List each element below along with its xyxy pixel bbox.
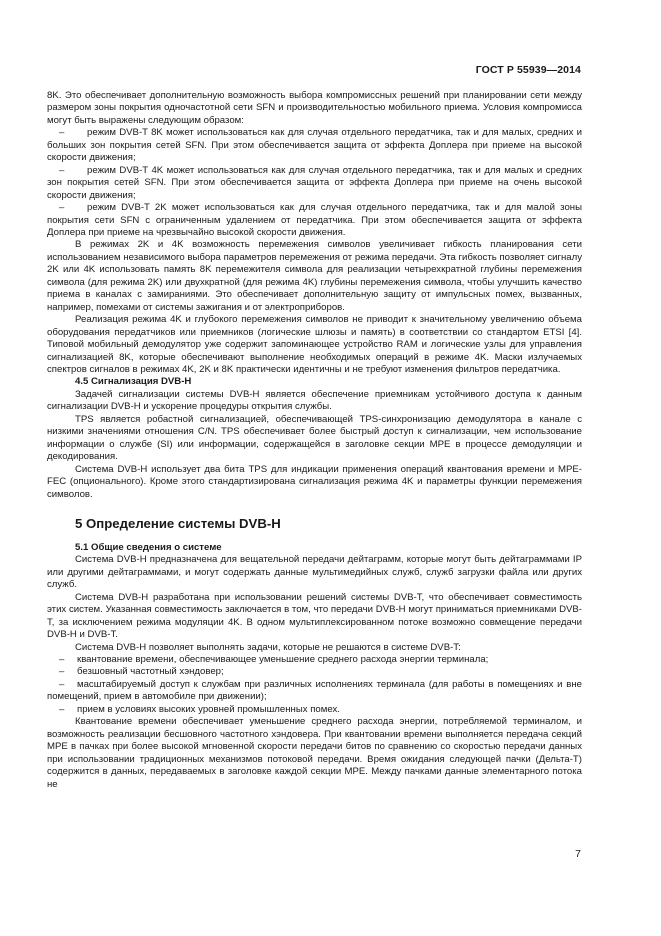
paragraph: Система DVB-H позволяет выполнять задачи, которые не решаются в системе DVB-T: (75, 641, 461, 653)
dash-marker: – (59, 654, 65, 666)
paragraph: 8K. Это обеспечивает дополнительную возможность выбора компромиссных решений при планировании сети между размером зоны покрытия одночастотной сети SFN и производительностью мобильного приема. Условия компромисса могут быть выражены следующим образом: (47, 90, 582, 126)
list-item: – режим DVB-T 8K может использоваться как для случая отдельного передатчика, так и для малых, средних и больших зон покрытия сетей SFN. При этом обеспечивается защита от эффекта Доплера при приеме на высокой скорости движения; (47, 127, 582, 164)
paragraph: Система DVB-H предназначена для вещательной передачи дейтаграмм, которые могут быть дейтаграммами IP или другими дейтаграммами, и могут содержать данные мультимедийных служб, служб загрузки файла или других служб. (47, 554, 582, 591)
paragraph: В режимах 2K и 4K возможность перемежения символов увеличивает гибкость планирования сети использованием независимого выбора параметров перемежения от режима передачи. Эта гибкость позволяет сигналу 2K или 4K использовать память 8K перемежителя символа для реализации четырехкратной глубины перемежения символа (для режима 2K) или двухкратной (для режима 4K) глубины перемежения символа, чтобы улучшить качество приема в каналах с замираниями. Это обеспечивает дополнительную защиту от импульсных помех, вызванных, например, помехами от системы зажигания и от электроприборов. (47, 239, 582, 313)
paragraph: Реализация режима 4K и глубокого перемежения символов не приводит к значительному увеличению объема оборудования передатчиков или приемников (логические шлюзы и память) в соответствии со стандартом ETSI [4]. Типовой мобильный демодулятор уже содержит запоминающее устройство RAM и логические узлы для управления сигнализацией 8K, которые обеспечивают выполнение необходимых операций в режиме 4K. Маски излучаемых спектров сигналов в режимах 4K, 2K и 8K практически идентичны и не требуют изменения фильтров передатчика. (47, 314, 582, 375)
dash-marker: – (59, 164, 65, 176)
dash-marker: – (59, 703, 65, 715)
list-item: – режим DVB-T 2K может использоваться как для случая отдельного передатчика, так и для малой зоны покрытия сети SFN с ограниченным удалением от передатчика. При этом обеспечивается защита от эффекта Доплера при приеме на чрезвычайно высокой скорости движения. (47, 202, 582, 238)
section-heading-5-1: 5.1 Общие сведения о системе (75, 541, 222, 553)
chapter-heading-5: 5 Определение системы DVB-H (75, 515, 281, 531)
paragraph: Система DVB-H использует два бита TPS для индикации применения операций квантования времени и MPE-FEC (опционального). Кроме этого стандартизирована сигнализация режима 4K и параметры функции перемежения символов. (47, 463, 582, 500)
body-text (47, 90, 582, 791)
list-item: – прием в условиях высоких уровней промышленных помех. (47, 704, 582, 716)
paragraph: TPS является робастной сигнализацией, обеспечивающей TPS-синхронизацию демодулятора в канале с низкими значениями отношения C/N. TPS обеспечивает более быстрый доступ к сигнализации, чем использование информации о службе (SI) или информации, содержащейся в заголовке секции MPE в процессе демодуляции и декодирования. (47, 413, 582, 463)
dash-marker: – (59, 666, 65, 678)
list-item: – безшовный частотный хэндовер; (47, 666, 582, 678)
dash-marker: – (59, 127, 65, 139)
page-number: 7 (575, 848, 581, 860)
list-item: – масштабируемый доступ к службам при различных исполнениях терминала (для работы в помещениях и вне помещений, прием в автомобиле при движении); (47, 678, 582, 703)
section-heading-4-5: 4.5 Сигнализация DVB-H (75, 376, 192, 388)
paragraph: Система DVB-H разработана при использовании решений системы DVB-T, что обеспечивает совместимость этих систем. Указанная совместимость заключается в том, что передачи DVB-H могут приниматься приемниками DVB-T, за исключением режима модуляции 4K. В одном мультиплексированном потоке возможно совмещение передачи DVB-H и DVB-T. (47, 591, 582, 641)
list-item: – режим DVB-T 4K может использоваться как для случая отдельного передатчика, так и для малых и средних зон покрытия сетей SFN. При этом обеспечивается защита от эффекта Доплера при приеме на очень высокой скорости движения; (47, 164, 582, 201)
standard-header: ГОСТ Р 55939—2014 (475, 64, 581, 76)
paragraph: Задачей сигнализации системы DVB-H является обеспечение приемникам устойчивого доступа к данным сигнализации DVB-H и ускорение процедуры открытия службы. (47, 388, 582, 413)
list-item: – квантование времени, обеспечивающее уменьшение среднего расхода энергии терминала; (47, 654, 582, 666)
dash-marker: – (59, 202, 65, 214)
paragraph: Квантование времени обеспечивает уменьшение среднего расхода энергии, потребляемой терминалом, и возможность реализации бесшовного частотного хэндовера. При квантовании времени выполняется передача секций MPE в пачках при более высокой мгновенной скорости передачи битов по сравнению со скоростью передачи данных при использовании традиционных механизмов потоковой передачи. Время ожидания следующей пачки (Дельта-Т) содержится в данных, передаваемых в заголовке каждой секции MPE. Между пачками данные элементарного потока не (47, 716, 582, 790)
dash-marker: – (59, 678, 65, 690)
